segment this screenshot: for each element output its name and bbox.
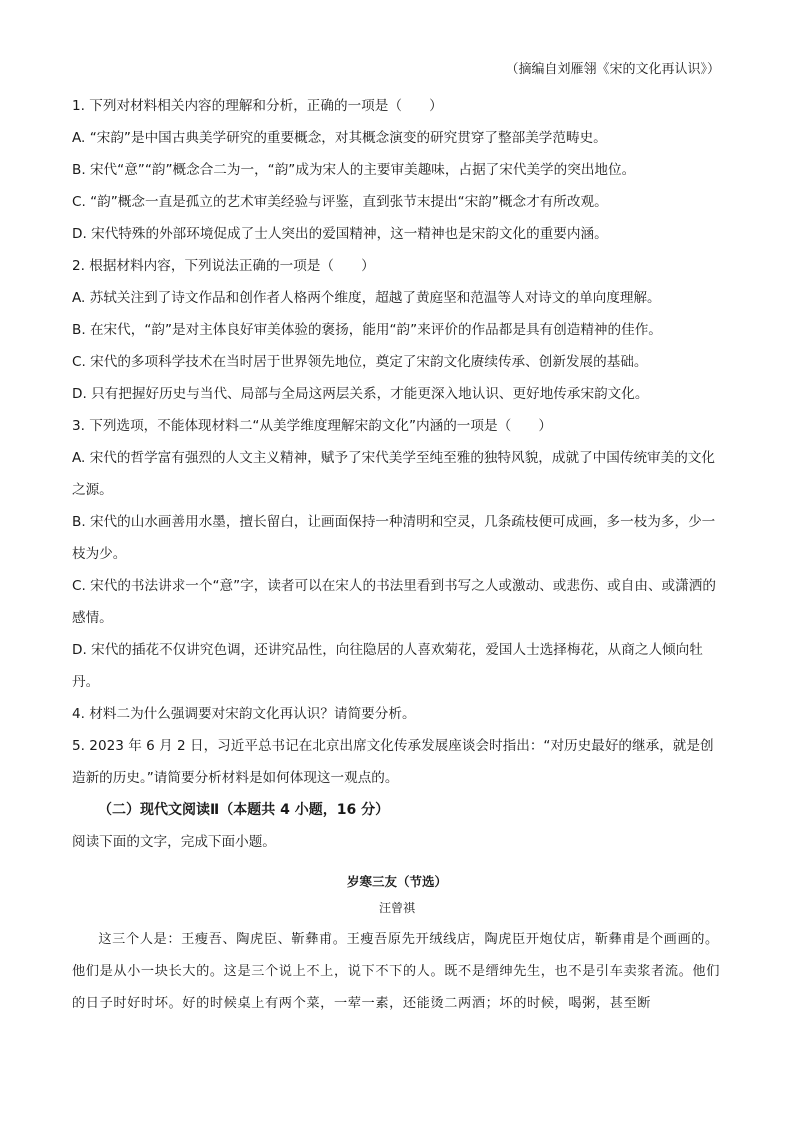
question-stem: 1. 下列对材料相关内容的理解和分析，正确的一项是（ ） [72,98,443,114]
option-d: D. 只有把握好历史与当代、局部与全局这两层关系，才能更深入地认识、更好地传承宋韵文化。 [72,386,649,402]
story-title: 岁寒三友（节选） [346,874,447,889]
question-5: 5. 2023 年 6 月 2 日，习近平总书记在北京出席文化传承发展座谈会时指出：“对历史最好的继承，就是创造新的历史。”请简要分析材料是如何体现这一观点的。 [72,738,714,786]
option-d: D. 宋代特殊的外部环境促成了士人突出的爱国精神，这一精神也是宋韵文化的重要内涵。 [72,226,608,242]
option-c: C. “韵”概念一直是孤立的艺术审美经验与评鉴，直到张节末提出“宋韵”概念才有所改观。 [72,194,608,210]
option-a: A. 宋代的哲学富有强烈的人文主义精神，赋予了宋代美学至纯至雅的独特风貌，成就了中国传统审美的文化之源。 [72,450,716,498]
section-heading: （二）现代文阅读Ⅱ（本题共 4 小题，16 分） [98,802,390,818]
reading-instruction: 阅读下面的文字，完成下面小题。 [72,834,276,850]
question-4: 4. 材料二为什么强调要对宋韵文化再认识？请简要分析。 [72,706,416,722]
question-2 [72,250,722,410]
option-b: B. 在宋代，“韵”是对主体良好审美体验的褒扬，能用“韵”来评价的作品都是具有创造精神的佳作。 [72,322,662,338]
option-d: D. 宋代的插花不仅讲究色调，还讲究品性，向往隐居的人喜欢菊花，爱国人士选择梅花，从商之人倾向牡丹。 [72,642,703,690]
story-author: 汪曾祺 [378,901,415,915]
option-b: B. 宋代“意”“韵”概念合二为一，“韵”成为宋人的主要审美趣味，占据了宋代美学的突出地位。 [72,162,636,178]
question-stem: 3. 下列选项，不能体现材料二“从美学维度理解宋韵文化”内涵的一项是（ ） [72,418,552,434]
option-c: C. 宋代的多项科学技术在当时居于世界领先地位，奠定了宋韵文化赓续传承、创新发展的基础。 [72,354,648,370]
option-a: A. “宋韵”是中国古典美学研究的重要概念，对其概念演变的研究贯穿了整部美学范畴史。 [72,130,607,146]
option-c: C. 宋代的书法讲求一个“意”字，读者可以在宋人的书法里看到书写之人或激动、或悲伤、或自由、或潇洒的感情。 [72,578,716,626]
question-1 [72,90,722,250]
question-stem: 2. 根据材料内容，下列说法正确的一项是（ ） [72,258,375,274]
story-paragraph: 这三个人是：王瘦吾、陶虎臣、靳彝甫。王瘦吾原先开绒线店，陶虎臣开炮仗店，靳彝甫是个画画的。他们是从小一块长大的。这是三个说上不上，说下不下的人。既不是缙绅先生，也不是引车卖浆者流。他们的日子时好时坏。好的时候桌上有两个菜，一荤一素，还能烫二两酒；坏的时候，喝粥，甚至断 [72,932,721,1011]
question-3 [72,410,722,698]
option-b: B. 宋代的山水画善用水墨，擅长留白，让画面保持一种清明和空灵，几条疏枝便可成画，多一枝为多，少一枝为少。 [72,514,716,562]
option-a: A. 苏轼关注到了诗文作品和创作者人格两个维度，超越了黄庭坚和范温等人对诗文的单向度理解。 [72,290,661,306]
source-citation: （摘编自刘雁翎《宋的文化再认识》） [505,62,720,77]
